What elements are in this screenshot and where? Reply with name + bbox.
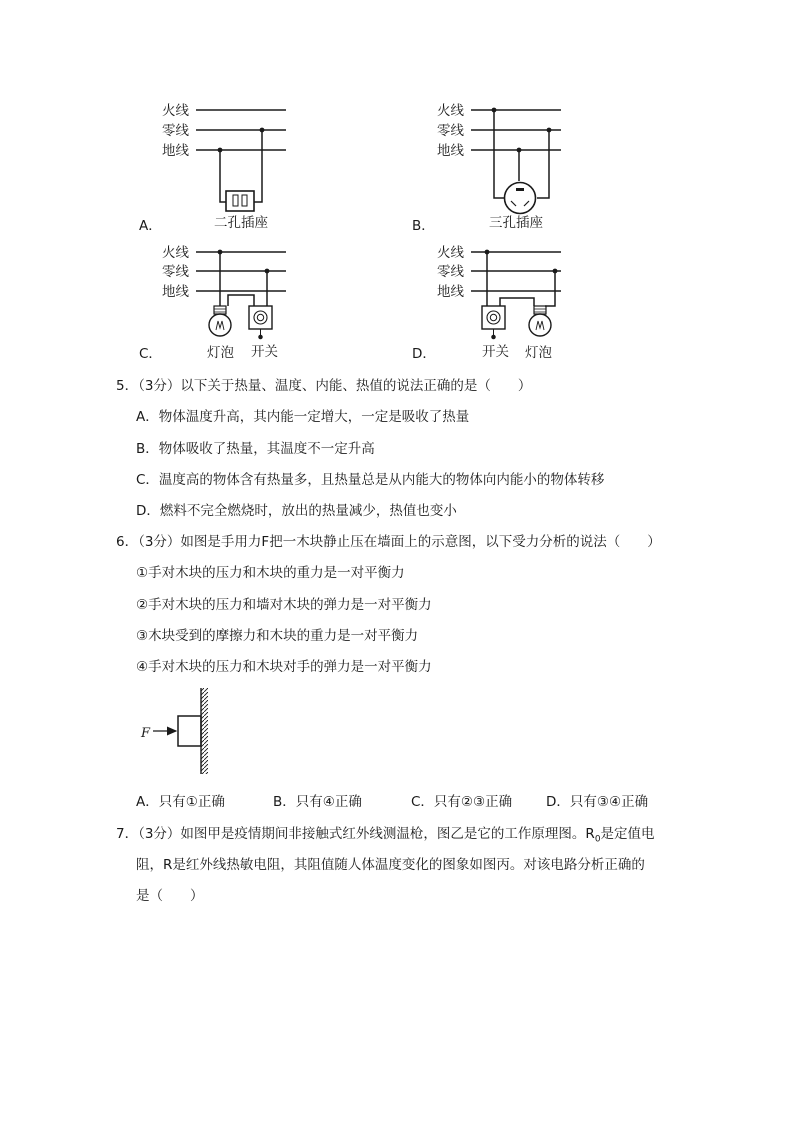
q7-line-1-text: 7．（3分）如图甲是疫情期间非接触式红外线测温枪，图乙是它的工作原理图。R [116,826,595,842]
q5-stem: 5．（3分）以下关于热量、温度、内能、热值的说法正确的是（ ） [116,378,532,394]
label-ground-d: 地线 [437,284,464,300]
option-d-label: D． [412,346,436,362]
label-neutral-a: 零线 [162,123,189,139]
q6-statement-1: ①手对木块的压力和木块的重力是一对平衡力 [136,565,405,581]
label-ground-c: 地线 [162,284,189,300]
wiring-diagrams [0,0,794,380]
q7-line-1-tail: 是定值电 [600,826,655,842]
q6-statement-3: ③木块受到的摩擦力和木块的重力是一对平衡力 [136,628,419,644]
label-live-a: 火线 [162,103,189,119]
option-a-label: A． [139,218,162,234]
q6-option-d: D．只有③④正确 [546,794,649,810]
q7-r0-subscript: 0 [594,834,601,845]
option-b-label: B． [412,218,435,234]
q6-statement-4: ④手对木块的压力和木块对手的弹力是一对平衡力 [136,659,432,675]
q6-option-a: A．只有①正确 [136,794,225,810]
force-label: F [141,726,151,741]
caption-switch-c: 开关 [251,344,278,360]
q5-option-d: D．燃料不完全燃烧时，放出的热量减少，热值也变小 [136,503,457,519]
label-live-d: 火线 [437,245,464,261]
q7-line-1 [116,822,655,845]
label-live-c: 火线 [162,245,189,261]
q7-line-2: 阻，R是红外线热敏电阻，其阻值随人体温度变化的图象如图丙。对该电路分析正确的 [136,857,645,873]
q6-option-c: C．只有②③正确 [411,794,513,810]
caption-two-hole-socket: 二孔插座 [214,215,268,231]
q6-statement-2: ②手对木块的压力和墙对木块的弹力是一对平衡力 [136,597,432,613]
label-neutral-c: 零线 [162,264,189,280]
caption-three-hole-socket: 三孔插座 [489,215,543,231]
caption-lamp-d: 灯泡 [525,345,552,361]
label-live-b: 火线 [437,103,464,119]
wall-hatch [201,688,208,774]
label-neutral-b: 零线 [437,123,464,139]
label-ground-b: 地线 [437,143,464,159]
q7-line-3: 是（ ） [136,888,204,904]
q6-stem: 6．（3分）如图是手用力F把一木块静止压在墙面上的示意图，以下受力分析的说法（ ） [116,534,661,550]
wooden-block [178,716,201,746]
option-c-label: C． [139,346,162,362]
q5-option-b: B．物体吸收了热量，其温度不一定升高 [136,441,375,457]
label-ground-a: 地线 [162,143,189,159]
q5-option-a: A．物体温度升高，其内能一定增大，一定是吸收了热量 [136,409,470,425]
q5-option-c: C．温度高的物体含有热量多，且热量总是从内能大的物体向内能小的物体转移 [136,472,605,488]
label-neutral-d: 零线 [437,264,464,280]
q6-option-b: B．只有④正确 [273,794,362,810]
caption-switch-d: 开关 [482,344,509,360]
caption-lamp-c: 灯泡 [207,345,234,361]
